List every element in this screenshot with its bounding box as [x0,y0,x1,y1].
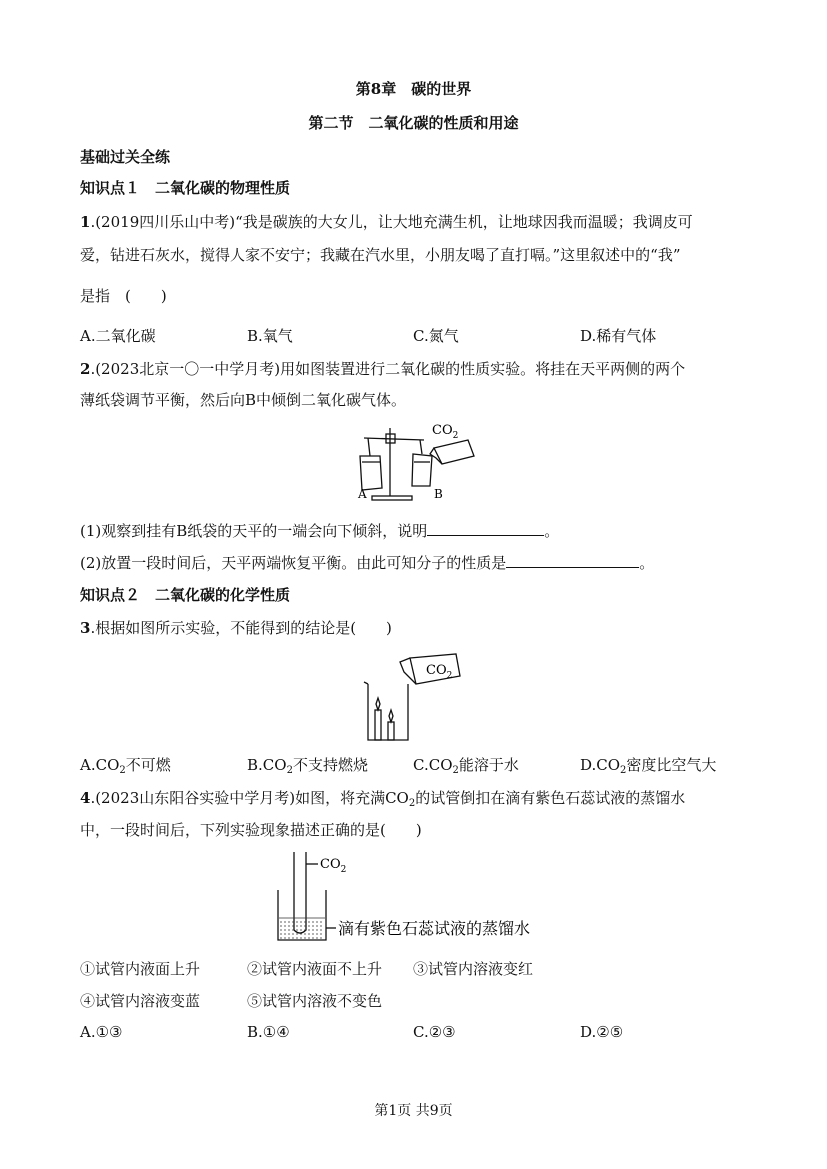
section-title: 第二节 二氧化碳的性质和用途 [308,114,519,132]
q2-sub2 [80,552,654,573]
q2-line2: 薄纸袋调节平衡，然后向B中倾倒二氧化碳气体。 [80,391,407,409]
q1-line2: 爱，钻进石灰水，搅得人家不安宁；我藏在汽水里，小朋友喝了直打嗝。”这里叙述中的“我” [80,246,681,264]
q1-line3: 是指 ( ) [80,287,167,305]
q3-text-1: .根据如图所示实验，不能得到的结论是( ) [90,619,392,637]
q2-text-1: .(2023北京一〇一中学月考)用如图装置进行二氧化碳的性质实验。将挂在天平两侧的两个 [90,360,686,378]
q2-fig-label-a: A [358,487,367,501]
page-number: 第1页 共9页 [374,1103,453,1119]
q4-statement-1: ①试管内液面上升 [80,960,201,978]
q4-option-c[interactable]: C.②③ [413,1023,456,1041]
q2-sub1-answer-blank[interactable] [427,521,544,536]
candle-beaker-figure [360,650,465,744]
q4-option-a[interactable]: A.①③ [80,1023,123,1041]
q3-number: 3 [80,619,91,637]
q4-statement-5: ⑤试管内溶液不变色 [247,992,383,1010]
q2-line1 [80,358,685,379]
q4-line2: 中，一段时间后，下列实验现象描述正确的是( ) [80,821,422,839]
q2-sub1-end: 。 [544,522,560,540]
q4-fig-co2: $CO_2$ [320,857,347,875]
knowledge-point-1: 知识点１ 二氧化碳的物理性质 [80,179,291,197]
q4-line1 [80,787,685,808]
q4-option-d[interactable]: D.②⑤ [580,1023,624,1041]
q4-text-1b: 的试管倒扣在滴有紫色石蕊试液的蒸馏水 [415,789,686,807]
q2-fig-label-b: B [434,487,443,501]
q2-sub2-answer-blank[interactable] [506,553,639,568]
q4-number: 4 [80,789,91,807]
q3-option-b[interactable]: $B.CO_2$不支持燃烧 [247,756,368,776]
practice-heading: 基础过关全练 [80,148,171,166]
q1-option-b[interactable]: B.氧气 [247,327,293,345]
q3-fig-co2: $CO_2$ [426,663,453,681]
q4-text-1a: .(2023山东阳谷实验中学月考)如图，将充满CO [90,789,409,807]
knowledge-point-2: 知识点２ 二氧化碳的化学性质 [80,586,291,604]
q3-option-d[interactable]: $D.CO_2$密度比空气大 [580,756,717,776]
q4-statement-2: ②试管内液面不上升 [247,960,383,978]
q2-fig-co2: $CO_2$ [432,423,459,441]
q2-sub1 [80,520,559,541]
q1-line1 [80,211,693,232]
q1-number: 1 [80,213,91,231]
q4-text-1sub: 2 [408,798,416,809]
q3-option-a[interactable]: $A.CO_2$不可燃 [80,756,171,776]
q4-fig-label: 滴有紫色石蕊试液的蒸馏水 [338,919,531,938]
q3-option-c[interactable]: $C.CO_2$能溶于水 [413,756,519,776]
chapter-title: 第8章 碳的世界 [355,80,472,98]
q4-statement-4: ④试管内溶液变蓝 [80,992,201,1010]
q4-option-b[interactable]: B.①④ [247,1023,290,1041]
q2-sub1-text: (1)观察到挂有B纸袋的天平的一端会向下倾斜，说明 [80,522,428,540]
q1-text-1: .(2019四川乐山中考)“我是碳族的大女儿，让大地充满生机，让地球因我而温暖；我调皮可 [90,213,693,231]
q3-line1 [80,617,392,638]
test-tube-figure [270,846,560,946]
q1-option-d[interactable]: D.稀有气体 [580,327,657,345]
q4-statement-3: ③试管内溶液变红 [413,960,534,978]
balance-figure [350,418,480,504]
q2-number: 2 [80,360,91,378]
q1-option-c[interactable]: C.氮气 [413,327,459,345]
q2-sub2-end: 。 [639,554,655,572]
q1-option-a[interactable]: A.二氧化碳 [80,327,156,345]
q2-sub2-text: (2)放置一段时间后，天平两端恢复平衡。由此可知分子的性质是 [80,554,507,572]
